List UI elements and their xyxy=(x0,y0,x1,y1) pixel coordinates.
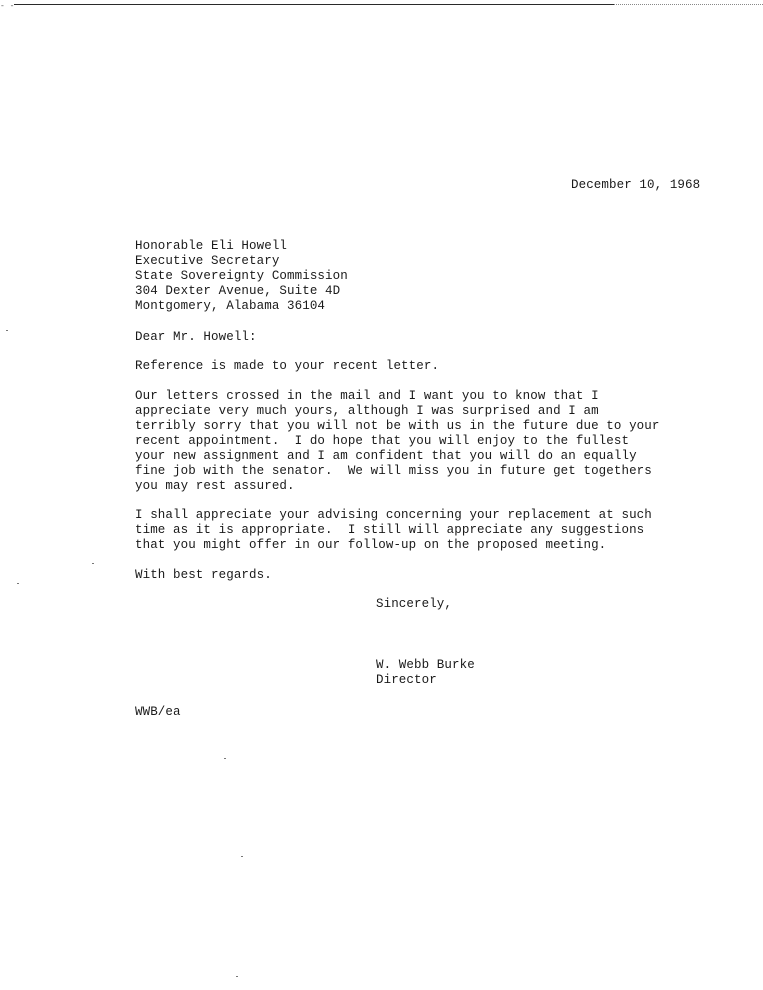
paragraph-line: you may rest assured. xyxy=(135,479,295,493)
scan-speck xyxy=(92,563,94,564)
salutation: Dear Mr. Howell: xyxy=(135,330,257,344)
signer-title: Director xyxy=(376,673,437,687)
recipient-street: 304 Dexter Avenue, Suite 4D xyxy=(135,284,341,298)
paragraph-line: that you might offer in our follow-up on the proposed meeting. xyxy=(135,538,607,552)
complimentary-close: Sincerely, xyxy=(376,597,453,611)
scan-speck xyxy=(236,976,238,977)
paragraph-line: terribly sorry that you will not be with us in the future due to your xyxy=(135,419,660,433)
letter-date: December 10, 1968 xyxy=(571,178,701,192)
edge-mark: - - xyxy=(0,2,15,11)
recipient-city: Montgomery, Alabama 36104 xyxy=(135,299,326,313)
paragraph-line: your new assignment and I am confident that you will do an equally xyxy=(135,449,637,463)
top-rule-faded xyxy=(614,4,763,5)
closing-regards: With best regards. xyxy=(135,568,272,582)
paragraph-line: Our letters crossed in the mail and I want you to know that I xyxy=(135,389,599,403)
recipient-name: Honorable Eli Howell xyxy=(135,239,288,253)
paragraph-line: recent appointment. I do hope that you will enjoy to the fullest xyxy=(135,434,630,448)
paragraph-line: I shall appreciate your advising concerning your replacement at such xyxy=(135,508,652,522)
top-rule xyxy=(14,4,614,5)
paragraph-line: fine job with the senator. We will miss you in future get togethers xyxy=(135,464,652,478)
reference-initials: WWB/ea xyxy=(135,705,181,719)
signer-name: W. Webb Burke xyxy=(376,658,475,672)
scan-speck xyxy=(224,758,226,759)
paragraph-reference: Reference is made to your recent letter. xyxy=(135,359,440,373)
recipient-title: Executive Secretary xyxy=(135,254,280,268)
recipient-organization: State Sovereignty Commission xyxy=(135,269,348,283)
paragraph-line: appreciate very much yours, although I was surprised and I am xyxy=(135,404,599,418)
paragraph-line: time as it is appropriate. I still will appreciate any suggestions xyxy=(135,523,645,537)
scan-speck xyxy=(17,583,19,584)
scan-speck xyxy=(6,330,8,331)
scan-speck xyxy=(241,856,243,857)
